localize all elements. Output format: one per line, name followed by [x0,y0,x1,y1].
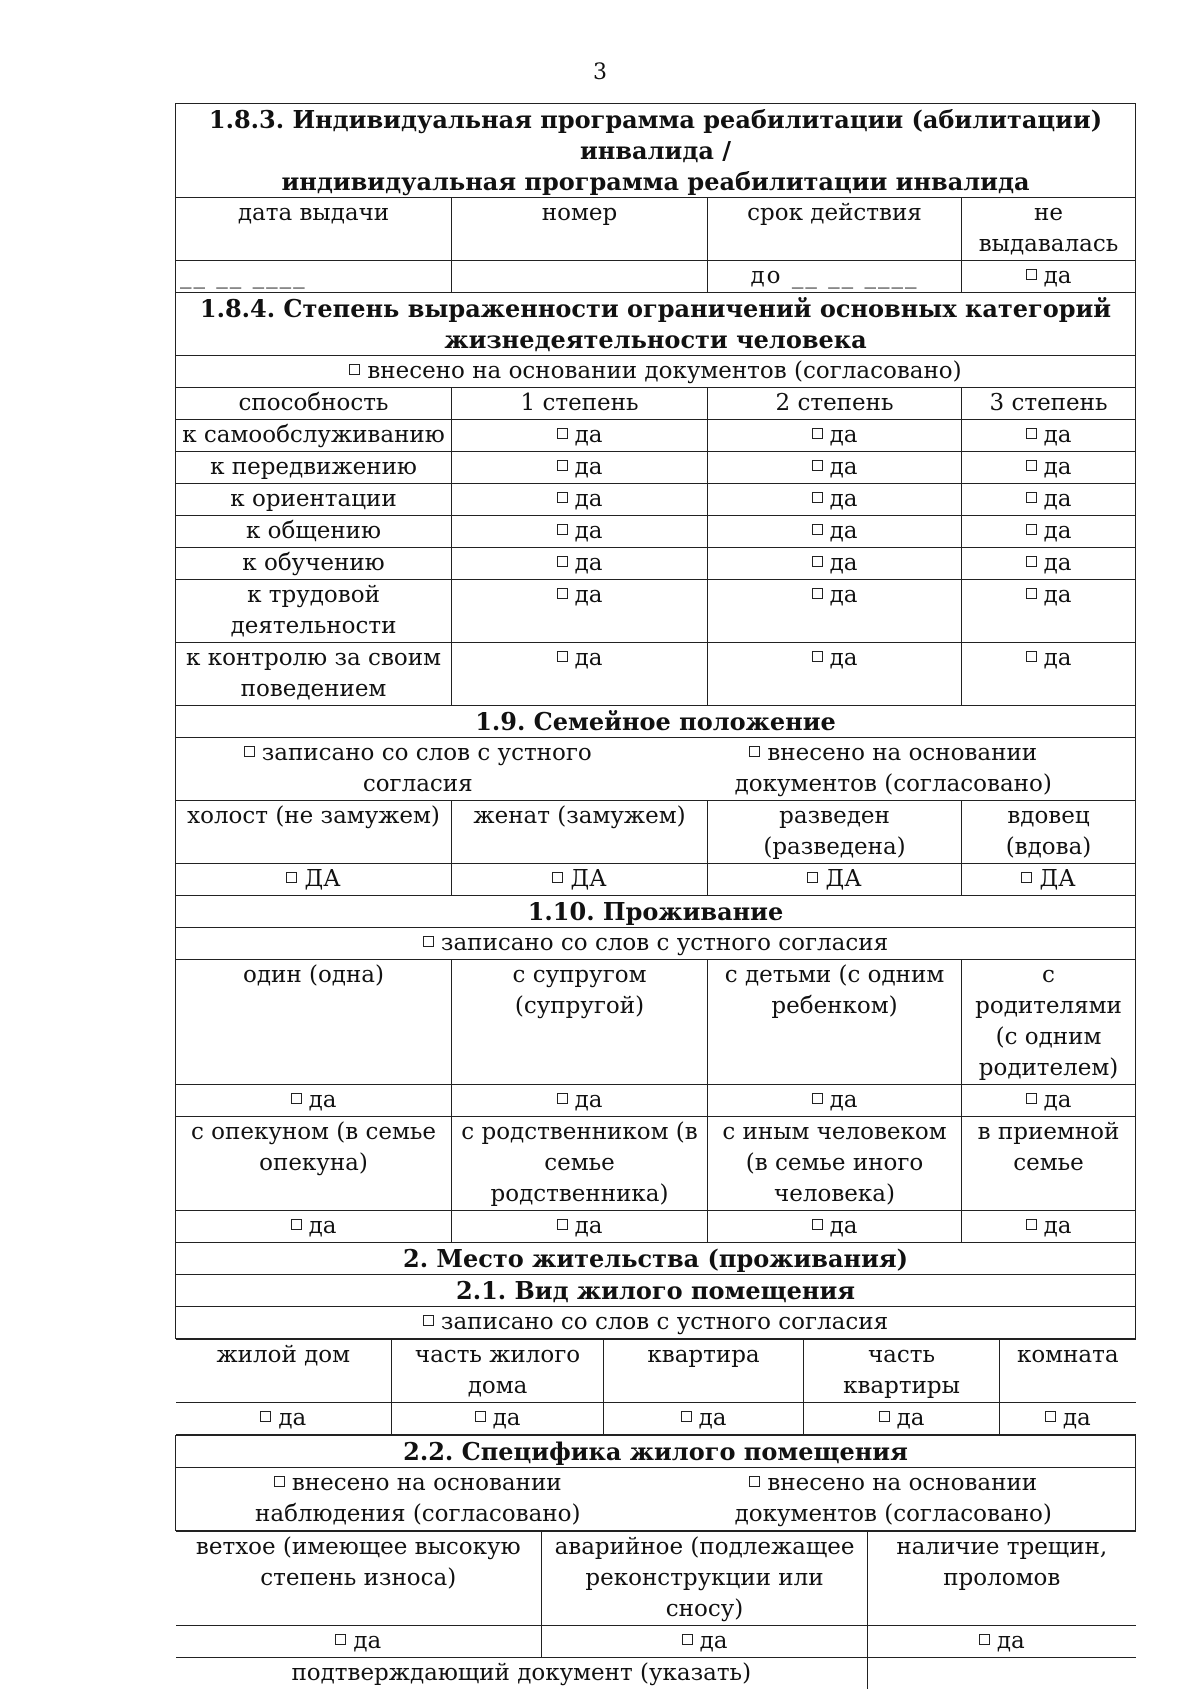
issue-date-field[interactable]: __ __ ____ [176,261,452,293]
checkbox-icon[interactable] [807,872,818,883]
living-checkbox[interactable]: да [708,1211,962,1243]
degree-checkbox[interactable]: да [962,516,1136,548]
degree-checkbox[interactable]: да [962,643,1136,706]
degree-checkbox[interactable]: да [708,580,962,643]
degree-checkbox[interactable]: да [452,516,708,548]
checkbox-icon[interactable] [681,1411,692,1422]
checkbox-icon[interactable] [1026,492,1037,503]
checkbox-icon[interactable] [557,460,568,471]
marital-checkbox[interactable]: ДА [452,864,708,896]
checkbox-icon[interactable] [244,746,255,757]
checkbox-icon[interactable] [812,1093,823,1104]
section-183-title: 1.8.3. Индивидуальная программа реабилитации (абилитации) инвалида / индивидуальная программа реабилитации инвалида [176,104,1136,198]
checkbox-icon[interactable] [979,1634,990,1645]
header-not-issued: не выдавалась [962,198,1136,261]
header-house: жилой дом [176,1340,392,1403]
checkbox-icon[interactable] [349,364,360,375]
living-checkbox[interactable]: да [452,1085,708,1117]
degree-checkbox[interactable]: да [708,516,962,548]
housing-checkbox[interactable]: да [176,1403,392,1435]
marital-checkbox[interactable]: ДА [708,864,962,896]
header-part-of-apartment: часть квартиры [804,1340,1000,1403]
confirming-document-field[interactable] [868,1658,1136,1690]
marital-checkbox[interactable]: ДА [176,864,452,896]
checkbox-icon[interactable] [475,1411,486,1422]
checkbox-icon[interactable] [1026,524,1037,535]
checkbox-icon[interactable] [1026,1093,1037,1104]
ability-row [176,452,1136,484]
section-2-title: 2. Место жительства (проживания) [176,1243,1136,1275]
degree-checkbox[interactable]: да [962,580,1136,643]
number-field[interactable] [452,261,708,293]
checkbox-icon[interactable] [812,588,823,599]
page-number: 3 [593,60,607,85]
ability-label: к ориентации [176,484,452,516]
housing-checkbox[interactable]: да [392,1403,604,1435]
checkbox-icon[interactable] [557,492,568,503]
valid-until-field[interactable]: до __ __ ____ [708,261,962,293]
checkbox-icon[interactable] [1045,1411,1056,1422]
degree-checkbox[interactable]: да [708,643,962,706]
header-foster-family: в приемной семье [962,1117,1136,1211]
checkbox-icon[interactable] [812,524,823,535]
source-note-110[interactable]: записано со слов с устного согласия [176,928,1136,960]
checkbox-icon[interactable] [260,1411,271,1422]
source-note-21[interactable]: записано со слов с устного согласия [176,1307,1136,1339]
marital-checkbox[interactable]: ДА [962,864,1136,896]
section-19-title: 1.9. Семейное положение [176,706,1136,738]
degree-checkbox[interactable]: да [708,420,962,452]
confirming-document-label: подтверждающий документ (указать) [176,1658,868,1690]
degree-checkbox[interactable]: да [962,420,1136,452]
degree-checkbox[interactable]: да [452,643,708,706]
checkbox-icon[interactable] [1021,872,1032,883]
checkbox-icon[interactable] [552,872,563,883]
checkbox-icon[interactable] [812,556,823,567]
ability-row [176,516,1136,548]
checkbox-icon[interactable] [812,1219,823,1230]
checkbox-icon[interactable] [557,1219,568,1230]
social-service-form-table [175,103,1136,1689]
degree-checkbox[interactable]: да [452,580,708,643]
ability-row [176,484,1136,516]
checkbox-icon[interactable] [274,1476,285,1487]
header-room: комната [1000,1340,1136,1403]
degree-checkbox[interactable]: да [452,452,708,484]
not-issued-checkbox[interactable]: да [962,261,1136,293]
living-checkbox[interactable]: да [176,1211,452,1243]
checkbox-icon[interactable] [1026,1219,1037,1230]
ability-label: к трудовой деятельности [176,580,452,643]
housing-condition-table [176,1531,1136,1689]
header-apartment: квартира [604,1340,804,1403]
header-degree-1: 1 степень [452,388,708,420]
note-documents[interactable]: внесено на основании документов (согласовано) [734,1470,1052,1527]
checkbox-icon[interactable] [1026,556,1037,567]
degree-checkbox[interactable]: да [708,548,962,580]
section-22-title: 2.2. Специфика жилого помещения [176,1436,1136,1468]
header-widowed: вдовец (вдова) [962,801,1136,864]
checkbox-icon[interactable] [1026,651,1037,662]
living-checkbox[interactable]: да [708,1085,962,1117]
header-emergency: аварийное (подлежащее реконструкции или сносу) [542,1532,868,1626]
header-with-parents: с родителями (с одним родителем) [962,960,1136,1085]
note-observation[interactable]: внесено на основании наблюдения (согласовано) [255,1470,581,1527]
ability-label: к контролю за своим поведением [176,643,452,706]
checkbox-icon[interactable] [812,460,823,471]
checkbox-icon[interactable] [749,746,760,757]
header-part-of-house: часть жилого дома [392,1340,604,1403]
section-21-title: 2.1. Вид жилого помещения [176,1275,1136,1307]
header-issue-date: дата выдачи [176,198,452,261]
checkbox-icon[interactable] [812,492,823,503]
living-checkbox[interactable]: да [962,1211,1136,1243]
header-number: номер [452,198,708,261]
header-validity: срок действия [708,198,962,261]
section-184-title: 1.8.4. Степень выраженности ограничений основных категорий жизнедеятельности человека [176,293,1136,356]
housing-checkbox[interactable]: да [604,1403,804,1435]
ability-label: к самообслуживанию [176,420,452,452]
ability-label: к передвижению [176,452,452,484]
header-dilapidated: ветхое (имеющее высокую степень износа) [176,1532,542,1626]
degree-checkbox[interactable]: да [452,484,708,516]
checkbox-icon[interactable] [1026,269,1037,280]
checkbox-icon[interactable] [291,1093,302,1104]
header-single: холост (не замужем) [176,801,452,864]
degree-checkbox[interactable]: да [708,484,962,516]
checkbox-icon[interactable] [335,1634,346,1645]
header-with-spouse: с супругом (супругой) [452,960,708,1085]
living-checkbox[interactable]: да [452,1211,708,1243]
header-degree-3: 3 степень [962,388,1136,420]
condition-checkbox[interactable]: да [868,1626,1136,1658]
condition-checkbox[interactable]: да [542,1626,868,1658]
living-checkbox[interactable]: да [962,1085,1136,1117]
housing-type-table [176,1339,1136,1435]
checkbox-icon[interactable] [812,428,823,439]
header-with-relative: с родственником (в семье родственника) [452,1117,708,1211]
checkbox-icon[interactable] [682,1634,693,1645]
housing-checkbox[interactable]: да [1000,1403,1136,1435]
checkbox-icon[interactable] [812,651,823,662]
checkbox-icon[interactable] [557,1093,568,1104]
living-checkbox[interactable]: да [176,1085,452,1117]
source-note-184[interactable]: внесено на основании документов (согласовано) [176,356,1136,388]
degree-checkbox[interactable]: да [708,452,962,484]
checkbox-icon[interactable] [1026,428,1037,439]
checkbox-icon[interactable] [291,1219,302,1230]
checkbox-icon[interactable] [879,1411,890,1422]
degree-checkbox[interactable]: да [452,548,708,580]
source-notes-22 [176,1468,1136,1531]
header-with-guardian: с опекуном (в семье опекуна) [176,1117,452,1211]
header-with-other-person: с иным человеком (в семье иного человека) [708,1117,962,1211]
housing-checkbox[interactable]: да [804,1403,1000,1435]
ability-row [176,643,1136,706]
header-alone: один (одна) [176,960,452,1085]
degree-checkbox[interactable]: да [962,452,1136,484]
header-cracks: наличие трещин, проломов [868,1532,1136,1626]
checkbox-icon[interactable] [749,1476,760,1487]
note-oral-consent[interactable]: записано со слов с устного согласия [204,738,632,800]
header-degree-2: 2 степень [708,388,962,420]
degree-checkbox[interactable]: да [962,548,1136,580]
ability-label: к общению [176,516,452,548]
degree-checkbox[interactable]: да [452,420,708,452]
header-married: женат (замужем) [452,801,708,864]
header-with-children: с детьми (с одним ребенком) [708,960,962,1085]
checkbox-icon[interactable] [557,556,568,567]
condition-checkbox[interactable]: да [176,1626,542,1658]
ability-row [176,580,1136,643]
note-documents[interactable]: внесено на основании документов (согласовано) [734,740,1052,797]
checkbox-icon[interactable] [557,651,568,662]
source-notes-19 [176,738,1136,801]
checkbox-icon[interactable] [423,936,434,947]
ability-row [176,548,1136,580]
checkbox-icon[interactable] [1026,588,1037,599]
checkbox-icon[interactable] [423,1315,434,1326]
header-divorced: разведен (разведена) [708,801,962,864]
ability-row [176,420,1136,452]
section-110-title: 1.10. Проживание [176,896,1136,928]
ability-label: к обучению [176,548,452,580]
checkbox-icon[interactable] [557,588,568,599]
checkbox-icon[interactable] [557,524,568,535]
checkbox-icon[interactable] [557,428,568,439]
degree-checkbox[interactable]: да [962,484,1136,516]
checkbox-icon[interactable] [286,872,297,883]
header-ability: способность [176,388,452,420]
checkbox-icon[interactable] [1026,460,1037,471]
